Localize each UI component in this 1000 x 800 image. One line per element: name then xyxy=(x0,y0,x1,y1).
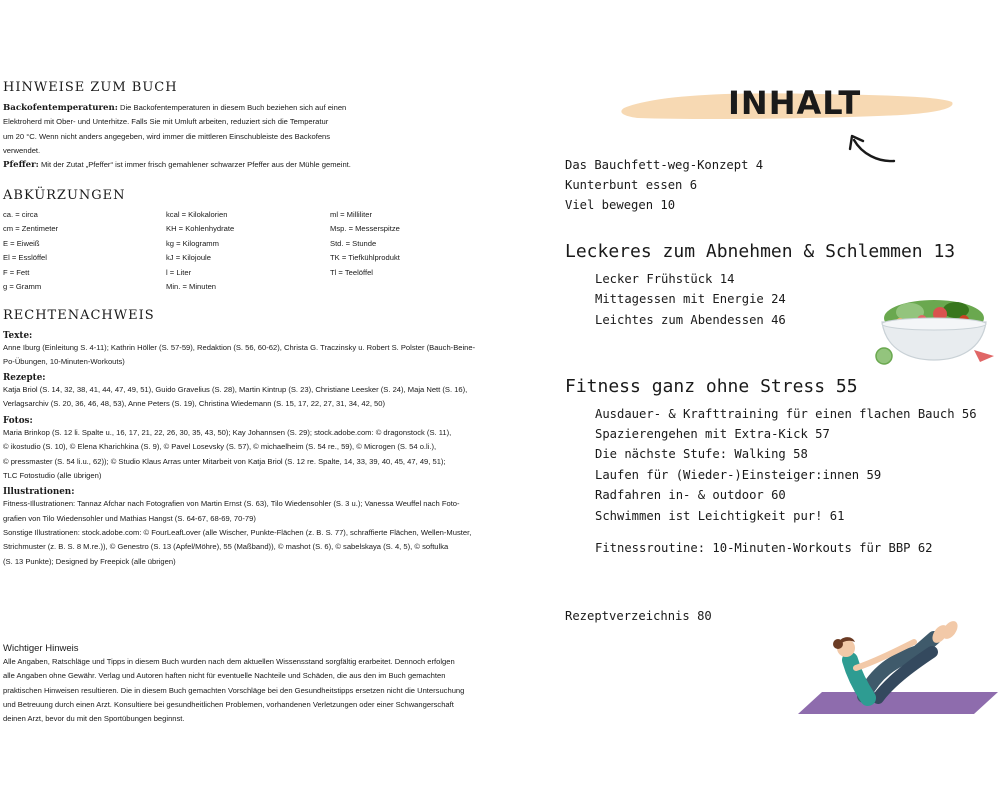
abbr-item: KH = Kohlenhydrate xyxy=(166,224,235,234)
abbr-item: El = Esslöffel xyxy=(3,253,47,263)
salad-bowl-icon xyxy=(870,290,998,368)
abbr-item: ml = Milliliter xyxy=(330,210,372,219)
backofen-paragraph: Backofentemperaturen: Die Backofentemperaturen in diesem Buch beziehen sich auf einen Elektroherd mit Ober- und Unterhitze. Falls Sie mit Umluft arbeiten, reduziert sich die Temperatur um 20 °C. Wenn nicht anders angegeben, wird immer die mittleren Einschubleiste des Backofens verwendet. xyxy=(3,103,347,155)
abbr-item: kcal = Kilokalorien xyxy=(166,210,228,219)
toc-entry-index[interactable]: Rezeptverzeichnis 80 xyxy=(565,609,712,623)
toc-entry[interactable]: Lecker Frühstück 14 xyxy=(595,272,735,286)
abbr-item: kJ = Kilojoule xyxy=(166,253,211,263)
toc-entry[interactable]: Mittagessen mit Energie 24 xyxy=(595,292,786,306)
rezepte-label: Rezepte: xyxy=(3,372,46,383)
toc-entry-routine[interactable]: Fitnessroutine: 10-Minuten-Workouts für BBP 62 xyxy=(595,541,933,555)
right-page xyxy=(500,0,1000,800)
abbr-item: Msp. = Messerspitze xyxy=(330,224,400,234)
wichtiger-hinweis-text: Alle Angaben, Ratschläge und Tipps in diesem Buch wurden nach dem aktuellen Wissensstand sorgfältig erarbeitet. Dennoch erfolgen alle Angaben ohne Gewähr. Verlag und Autoren haften nicht für eventuelle Nachteile und Schäden, die aus den im Buch gemachten praktischen Hinweisen resultieren. Die in diesem Buch gemachten Vorschläge bei den Gesundheitstipps ersetzen nicht die Untersuchung und Betreuung durch einen Arzt. Konsultiere bei gesundheitlichen Problemen, vorhandenen Verletzungen oder einer Schwangerschaft deinen Arzt, bevor du mit den Sportübungen beginnst. xyxy=(3,657,465,724)
abbr-item: kg = Kilogramm xyxy=(166,238,219,248)
toc-entry[interactable]: Die nächste Stufe: Walking 58 xyxy=(595,447,808,461)
abbr-item: cm = Zentimeter xyxy=(3,224,59,234)
pfeffer-paragraph: Pfeffer: Mit der Zutat „Pfeffer“ ist immer frisch gemahlener schwarzer Pfeffer aus der Mühle gemeint. xyxy=(3,160,351,171)
hinweise-title: HINWEISE ZUM BUCH xyxy=(3,80,178,95)
wichtiger-hinweis-section xyxy=(3,642,497,726)
abbr-item: Std. = Stunde xyxy=(330,238,377,248)
abbr-column-1 xyxy=(3,208,173,294)
illustrationen-label: Illustrationen: xyxy=(3,487,75,498)
rezepte-text: Katja Briol (S. 14, 32, 38, 41, 44, 47, 49, 51), Guido Gravelius (S. 28), Martin Kintrup (S. 23), Christiane Leesker (S. 24), Maja Nett (S. 16), Verlagsarchiv (S. 20, 36, 46, 48, 53), Anne Peters (S. 19), Christina Wiedemann (S. 15, 17, 22, 27, 31, 34, 42, 50) xyxy=(3,384,468,408)
texte-text: Anne Iburg (Einleitung S. 4-11); Kathrin Höller (S. 57-59), Redaktion (S. 56, 60-62), Christa G. Traczinsky u. Robert S. Polster (Bauch-Beine- Po-Übungen, 10-Minuten-Workouts) xyxy=(3,343,476,367)
toc-entry[interactable]: Viel bewegen 10 xyxy=(565,198,676,212)
rechtenachweis-section xyxy=(3,308,497,569)
fotos-label: Fotos: xyxy=(3,416,33,427)
toc-entry[interactable]: Laufen für (Wieder-)Einsteiger:innen 59 xyxy=(595,468,882,482)
toc-entry[interactable]: Leichtes zum Abendessen 46 xyxy=(595,313,786,327)
abbr-item: Min. = Minuten xyxy=(166,282,217,292)
abbr-item: ca. = circa xyxy=(3,210,38,219)
abbr-item: g = Gramm xyxy=(3,282,42,292)
toc-title: INHALT xyxy=(728,84,862,122)
pfeffer-label: Pfeffer: xyxy=(3,160,39,171)
toc-entry[interactable]: Spazierengehen mit Extra-Kick 57 xyxy=(595,427,830,441)
toc-entry[interactable]: Das Bauchfett-weg-Konzept 4 xyxy=(565,158,764,172)
toc-entry[interactable]: Ausdauer- & Krafttraining für einen flachen Bauch 56 xyxy=(595,407,977,421)
rechtenachweis-title: RECHTENACHWEIS xyxy=(3,308,155,323)
abbr-item: E = Eiweiß xyxy=(3,238,40,248)
abbr-column-3 xyxy=(330,208,500,280)
abbr-item: Tl = Teelöffel xyxy=(330,267,373,277)
abbr-column-2 xyxy=(166,208,336,294)
toc-entry[interactable]: Schwimmen ist Leichtigkeit pur! 61 xyxy=(595,509,845,523)
texte-label: Texte: xyxy=(3,331,33,341)
abbr-item: F = Fett xyxy=(3,267,30,277)
fotos-text: Maria Brinkop (S. 12 li. Spalte u., 16, 17, 21, 22, 26, 30, 35, 43, 50); Kay Johannsen (S. 29); stock.adobe.com: © dragonstock (S. 11), © ikostudio (S. 10), © Elena Kharichkina (S. 9), © Pavel Losevsky (S. 57), © michaelheim (S. 54 re., 59), © Microgen (S. 54 o.li.), © pressmaster (S. 54 li.u., 62)); © Studio Klaus Arras unter Mitarbeit von Katja Briol (S. 12 re. Spalte, 14, 33, 39, 40, 45, 47, 49, 51); TLC Fotostudio (alle übrigen) xyxy=(3,428,452,481)
toc-section-heading[interactable]: Leckeres zum Abnehmen & Schlemmen 13 xyxy=(565,241,956,262)
hinweise-section xyxy=(3,80,493,172)
toc-section-heading[interactable]: Fitness ganz ohne Stress 55 xyxy=(565,376,858,397)
yoga-woman-icon xyxy=(798,612,998,718)
wichtiger-hinweis-title: Wichtiger Hinweis xyxy=(3,643,79,654)
abkuerzungen-title: ABKÜRZUNGEN xyxy=(3,188,126,203)
illustrationen-text: Fitness-Illustrationen: Tannaz Afchar nach Fotografien von Martin Ernst (S. 63), Tilo Wiedensohler (S. 3 u.); Vanessa Weuffel nach Foto- grafien von Tilo Wiedensohler und Mathias Hangst (S. 64-67, 68-69, 70-79) Sonstige Illustrationen: stock.adobe.com: © FourLeafLover (alle Wischer, Punkte-Flächen (z. B. S. 77), schraffierte Flächen, Wellen-Muster, Strichmuster (z. B. S. 8 M.re.)), © Genestro (S. 13 (Apfel/Möhre), 55 (Maßband)), © mashot (S. 6), © sabelskaya (S. 4, 5), © softulka (S. 13 Punkte); Designed by Freepick (alle übrigen) xyxy=(3,499,472,566)
abbr-item: l = Liter xyxy=(166,267,192,277)
toc-entry[interactable]: Kunterbunt essen 6 xyxy=(565,178,698,192)
arrow-icon xyxy=(842,128,902,168)
backofen-label: Backofentemperaturen: xyxy=(3,103,118,113)
abbr-item: TK = Tiefkühlprodukt xyxy=(330,253,400,263)
toc-entry[interactable]: Radfahren in- & outdoor 60 xyxy=(595,488,786,502)
